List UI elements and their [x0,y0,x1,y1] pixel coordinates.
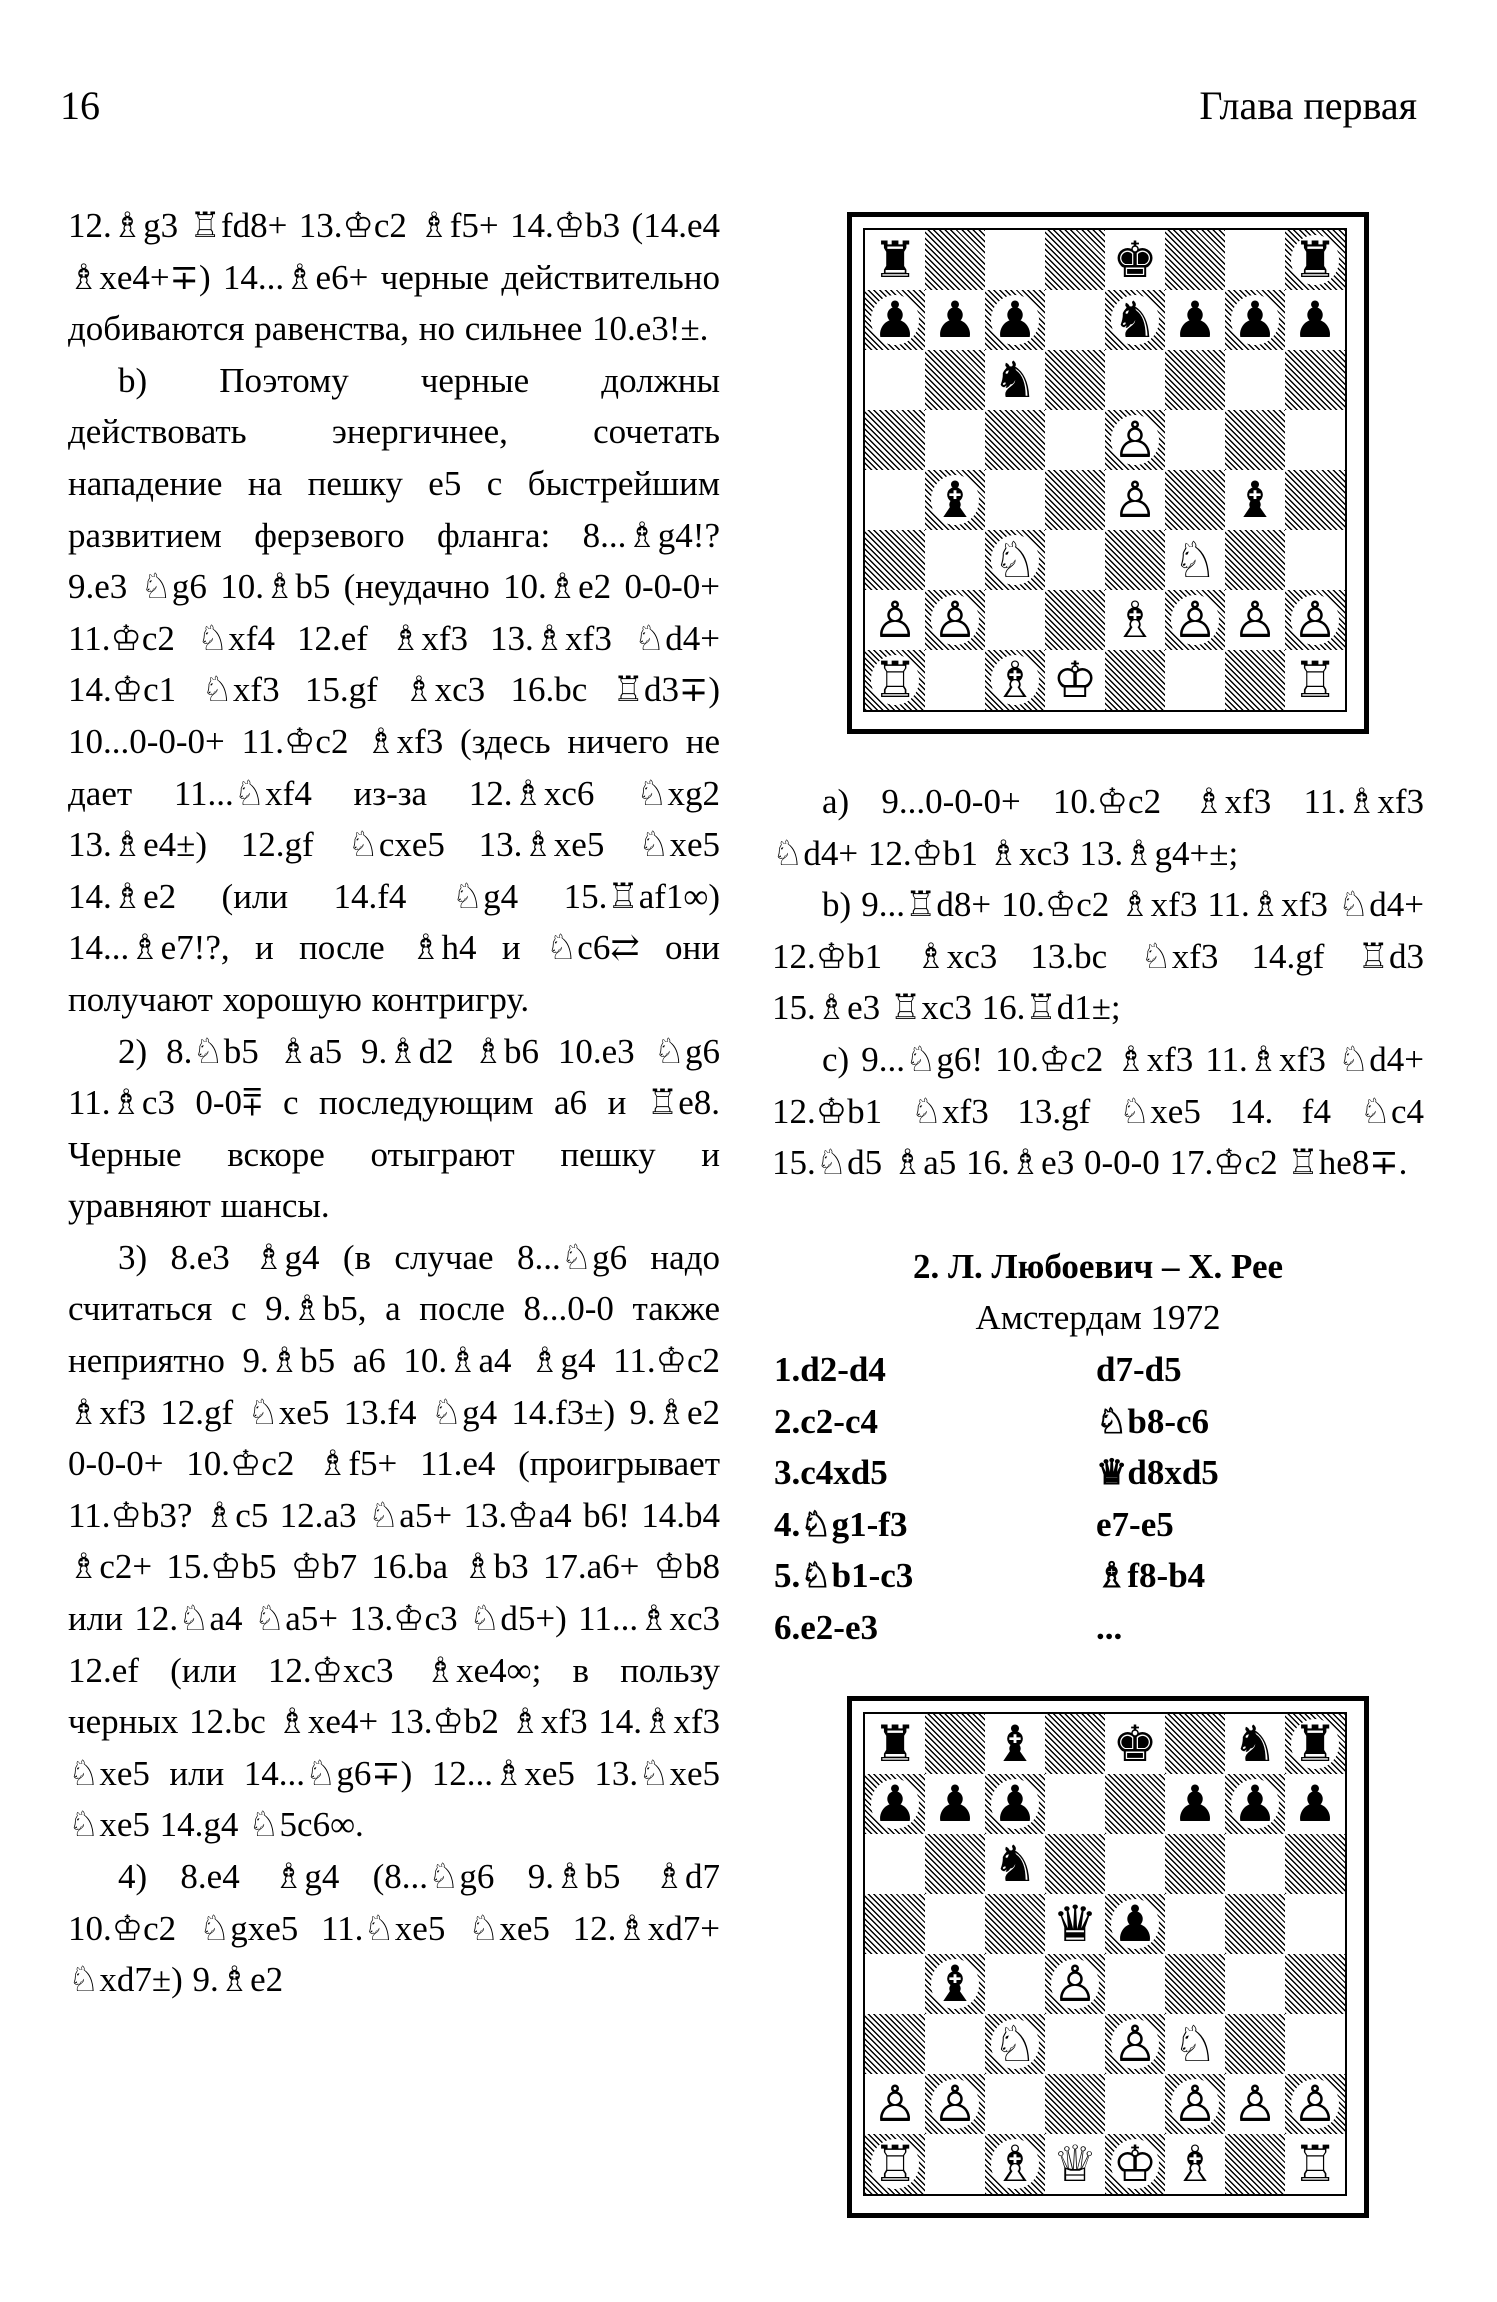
paragraph: 3) 8.e3 ♗g4 (в случае 8...♘g6 надо считаться с 9.♗b5, а после 8...0-0 также неприятно 9.♗b5 a6 10.♗a4 ♗g4 11.♔c2 ♗xf3 12.gf ♘xe5 13.f4 ♘g4 14.f3±) 9.♗e2 0-0-0+ 10.♔c2 ♗f5+ 11.e4 (проигрывает 11.♔b3? ♗c5 12.a3 ♘a5+ 13.♔a4 b6! 14.b4 ♗c2+ 15.♔b5 ♔b7 16.ba ♗b3 17.a6+ ♔b8 или 12.♘a4 ♘a5+ 13.♔c3 ♘d5+) 11...♗xc3 12.ef (или 12.♔xc3 ♗xe4∞; в пользу черных 12.bc ♗xe4+ 13.♔b2 ♗xf3 14.♗xf3 ♘xe5 или 14...♘g6∓) 12...♗xe5 13.♘xe5 ♘xe5 14.g4 ♘5c6∞. [68,1237,720,1845]
dark-square [1045,2074,1105,2134]
move-row [772,1602,1424,1654]
chess-piece-f7 [1165,290,1225,350]
piece-icon: ♗ [1172,2134,1218,2193]
paragraph: 12.♗g3 ♖fd8+ 13.♔c2 ♗f5+ 14.♔b3 (14.e4 ♗xe4+∓) 14...♗e6+ черные действительно добиваются равенства, но сильнее 10.e3!±. [68,206,720,349]
light-square [1045,410,1105,470]
black-move: ♗f8-b4 [1096,1556,1206,1596]
piece-icon: ♞ [1232,1714,1278,1773]
chess-piece-g2 [1225,590,1285,650]
chess-piece-c8 [985,1714,1045,1774]
chess-diagram [847,212,1369,734]
piece-icon: ♔ [1112,2134,1158,2193]
piece-icon: ♟ [1172,291,1218,349]
light-square [985,2074,1045,2134]
piece-icon: ♞ [1112,291,1158,349]
piece-icon: ♞ [992,351,1038,409]
dark-square [1165,350,1225,410]
light-square [1285,1894,1345,1954]
chess-piece-h8 [1285,1714,1345,1774]
chess-piece-e1 [1105,2134,1165,2194]
chess-piece-g8 [1225,1714,1285,1774]
move-row [772,1344,1424,1396]
piece-icon: ♚ [1112,231,1158,289]
chess-piece-b4 [925,470,985,530]
game-title: 2. Л. Любоевич – Х. Рее [912,1246,1284,1286]
piece-icon: ♖ [1292,2134,1338,2193]
chess-piece-g7 [1225,1774,1285,1834]
piece-icon: ♖ [872,651,918,709]
chess-piece-a1 [865,2134,925,2194]
paragraph: 4) 8.e4 ♗g4 (8...♘g6 9.♗b5 ♗d7 10.♔c2 ♘gxe5 11.♘xe5 ♘xe5 12.♗xd7+ ♘xd7±) 9.♗e2 [68,1857,720,2000]
chess-piece-a2 [865,2074,925,2134]
chess-piece-h2 [1285,2074,1345,2134]
piece-icon: ♙ [1112,2014,1158,2073]
dark-square [925,1714,985,1774]
light-square [865,1834,925,1894]
light-square [985,470,1045,530]
piece-icon: ♙ [1232,2074,1278,2133]
chess-piece-c7 [985,1774,1045,1834]
piece-icon: ♗ [992,2134,1038,2193]
white-move: 3.c4xd5 [774,1453,888,1493]
piece-icon: ♜ [1292,231,1338,289]
light-square [985,1954,1045,2014]
chess-piece-e8 [1105,230,1165,290]
piece-icon: ♟ [1112,1894,1158,1953]
light-square [1225,1954,1285,2014]
chess-piece-c1 [985,2134,1045,2194]
dark-square [1045,350,1105,410]
chess-piece-f7 [1165,1774,1225,1834]
chess-piece-f3 [1165,2014,1225,2074]
page-number: 16 [60,83,100,128]
chess-piece-g2 [1225,2074,1285,2134]
paragraph: c) 9...♘g6! 10.♔c2 ♗xf3 11.♗xf3 ♘d4+ 12.♔b1 ♘xf3 13.gf ♘xe5 14. f4 ♘c4 15.♘d5 ♗a5 16.♗e3 0-0-0 17.♔c2 ♖he8∓. [772,1039,1424,1183]
piece-icon: ♟ [1292,1774,1338,1833]
chess-piece-c1 [985,650,1045,710]
dark-square [1285,1834,1345,1894]
light-square [1225,350,1285,410]
chess-piece-h7 [1285,290,1345,350]
dark-square [1225,410,1285,470]
piece-icon: ♙ [1112,471,1158,529]
piece-icon: ♖ [872,2134,918,2193]
chess-piece-f3 [1165,530,1225,590]
dark-square [1045,230,1105,290]
piece-icon: ♙ [1292,591,1338,649]
dark-square [1285,350,1345,410]
light-square [865,1954,925,2014]
dark-square [1225,2014,1285,2074]
chess-piece-f1 [1165,2134,1225,2194]
piece-icon: ♝ [932,1954,978,2013]
dark-square [1105,650,1165,710]
dark-square [1165,470,1225,530]
piece-icon: ♕ [1052,2134,1098,2193]
dark-square [1165,1954,1225,2014]
chess-piece-a1 [865,650,925,710]
light-square [925,1894,985,1954]
black-move: d7-d5 [1096,1349,1182,1389]
light-square [1285,410,1345,470]
piece-icon: ♙ [932,2074,978,2133]
light-square [1045,1774,1105,1834]
piece-icon: ♟ [932,291,978,349]
chess-piece-h1 [1285,2134,1345,2194]
piece-icon: ♙ [1172,2074,1218,2133]
light-square [925,650,985,710]
piece-icon: ♟ [992,291,1038,349]
dark-square [925,1834,985,1894]
dark-square [1165,230,1225,290]
paragraph: a) 9...0-0-0+ 10.♔c2 ♗xf3 11.♗xf3 ♘d4+ 12.♔b1 ♗xc3 13.♗g4+±; [772,782,1424,873]
light-square [1225,230,1285,290]
chess-piece-e5 [1105,410,1165,470]
chess-piece-f2 [1165,590,1225,650]
chess-piece-f2 [1165,2074,1225,2134]
chess-piece-e2 [1105,590,1165,650]
chess-piece-e5 [1105,1894,1165,1954]
chess-piece-e8 [1105,1714,1165,1774]
piece-icon: ♟ [1172,1774,1218,1833]
piece-icon: ♔ [1052,651,1098,709]
piece-icon: ♞ [992,1834,1038,1893]
move-list [772,1344,1424,1654]
white-move: 4.♘g1-f3 [774,1504,908,1544]
light-square [985,590,1045,650]
light-square [985,230,1045,290]
chess-piece-b2 [925,590,985,650]
dark-square [865,530,925,590]
piece-icon: ♙ [872,591,918,649]
right-column [772,200,1424,2218]
chess-piece-c6 [985,1834,1045,1894]
piece-icon: ♙ [1112,411,1158,469]
chapter-title: Глава первая [1199,83,1417,128]
piece-icon: ♗ [992,651,1038,709]
light-square [1045,530,1105,590]
chess-piece-b2 [925,2074,985,2134]
piece-icon: ♟ [872,291,918,349]
left-column [68,200,720,2006]
light-square [1105,1834,1165,1894]
dark-square [1225,2134,1285,2194]
light-square [865,470,925,530]
chess-piece-e4 [1105,470,1165,530]
light-square [1165,1894,1225,1954]
light-square [1165,410,1225,470]
piece-icon: ♝ [992,1714,1038,1773]
piece-icon: ♘ [1172,531,1218,589]
piece-icon: ♜ [872,1714,918,1773]
move-row [772,1499,1424,1551]
move-row [772,1396,1424,1448]
chess-piece-b4 [925,1954,985,2014]
chess-piece-b7 [925,290,985,350]
piece-icon: ♟ [1292,291,1338,349]
piece-icon: ♟ [872,1774,918,1833]
chess-piece-h8 [1285,230,1345,290]
piece-icon: ♘ [992,2014,1038,2073]
piece-icon: ♙ [1292,2074,1338,2133]
piece-icon: ♜ [872,231,918,289]
chess-piece-a8 [865,1714,925,1774]
chess-piece-a7 [865,1774,925,1834]
piece-icon: ♗ [1112,591,1158,649]
piece-icon: ♖ [1292,651,1338,709]
chess-piece-c3 [985,2014,1045,2074]
piece-icon: ♘ [992,531,1038,589]
move-row [772,1447,1424,1499]
dark-square [865,410,925,470]
light-square [1105,350,1165,410]
chess-piece-c6 [985,350,1045,410]
light-square [1045,290,1105,350]
white-move: 1.d2-d4 [774,1349,886,1389]
piece-icon: ♙ [1232,591,1278,649]
dark-square [1285,470,1345,530]
chess-piece-h7 [1285,1774,1345,1834]
piece-icon: ♙ [1052,1954,1098,2013]
board-grid [863,1712,1347,2196]
dark-square [925,350,985,410]
black-move: ♛d8xd5 [1096,1453,1219,1493]
piece-icon: ♙ [872,2074,918,2133]
dark-square [925,230,985,290]
piece-icon: ♟ [1232,1774,1278,1833]
move-row [772,1550,1424,1602]
chess-piece-c3 [985,530,1045,590]
light-square [1105,1954,1165,2014]
chess-piece-a2 [865,590,925,650]
game-event: Амстердам 1972 [975,1298,1221,1338]
piece-icon: ♝ [1232,471,1278,529]
dark-square [1225,530,1285,590]
piece-icon: ♜ [1292,1714,1338,1773]
white-move: 6.e2-e3 [774,1607,878,1647]
paragraph: 2) 8.♘b5 ♗a5 9.♗d2 ♗b6 10.e3 ♘g6 11.♗c3 0-0⩱ с последующим a6 и ♖e8. Черные вскоре отыграют пешку и уравняют шансы. [68,1031,720,1226]
paragraph: b) Поэтому черные должны действовать энергичнее, сочетать нападение на пешку e5 с быстрейшим развитием ферзевого фланга: 8...♗g4!? 9.e3 ♘g6 10.♗b5 (неудачно 10.♗e2 0-0-0+ 11.♔c2 ♘xf4 12.ef ♗xf3 13.♗xf3 ♘d4+ 14.♔c1 ♘xf3 15.gf ♗xc3 16.bc ♖d3∓) 10...0-0-0+ 11.♔c2 ♗xf3 (здесь ничего не дает 11...♘xf4 из-за 12.♗xc6 ♘xg2 13.♗e4±) 12.gf ♘cxe5 13.♗xe5 ♘xe5 14.♗e2 (или 14.f4 ♘g4 15.♖af1∞) 14...♗e7!?, и после ♗h4 и ♘c6⇄ они получают хорошую контригру. [68,360,720,1019]
light-square [1225,1834,1285,1894]
dark-square [1045,1834,1105,1894]
dark-square [1285,1954,1345,2014]
dark-square [1045,470,1105,530]
chess-piece-e7 [1105,290,1165,350]
chess-piece-d5 [1045,1894,1105,1954]
chess-piece-h1 [1285,650,1345,710]
piece-icon: ♝ [932,471,978,529]
dark-square [985,1894,1045,1954]
black-move: ... [1096,1607,1123,1647]
chess-piece-d1 [1045,2134,1105,2194]
light-square [865,350,925,410]
chess-piece-e3 [1105,2014,1165,2074]
chess-piece-d1 [1045,650,1105,710]
light-square [1105,2074,1165,2134]
chess-piece-g4 [1225,470,1285,530]
light-square [1285,530,1345,590]
dark-square [1045,1714,1105,1774]
black-move: ♘b8-c6 [1096,1401,1210,1441]
light-square [1165,650,1225,710]
black-move: e7-e5 [1096,1504,1174,1544]
white-move: 5.♘b1-c3 [774,1556,914,1596]
chess-piece-a8 [865,230,925,290]
piece-icon: ♟ [992,1774,1038,1833]
dark-square [1105,530,1165,590]
light-square [925,410,985,470]
dark-square [865,1894,925,1954]
light-square [1045,2014,1105,2074]
chess-diagram [847,1696,1369,2218]
dark-square [1165,1834,1225,1894]
board-grid [863,228,1347,712]
piece-icon: ♙ [1172,591,1218,649]
chess-piece-c7 [985,290,1045,350]
chess-piece-b7 [925,1774,985,1834]
paragraph: b) 9...♖d8+ 10.♔c2 ♗xf3 11.♗xf3 ♘d4+ 12.♔b1 ♗xc3 13.bc ♘xf3 14.gf ♖d3 15.♗e3 ♖xc3 16.♖d1±; [772,885,1424,1028]
piece-icon: ♚ [1112,1714,1158,1773]
light-square [925,530,985,590]
light-square [925,2134,985,2194]
light-square [1285,2014,1345,2074]
dark-square [1225,1894,1285,1954]
chess-piece-a7 [865,290,925,350]
piece-icon: ♛ [1052,1894,1098,1953]
piece-icon: ♙ [932,591,978,649]
chess-piece-g7 [1225,290,1285,350]
dark-square [1165,1714,1225,1774]
dark-square [985,410,1045,470]
white-move: 2.c2-c4 [774,1401,878,1441]
piece-icon: ♘ [1172,2014,1218,2073]
dark-square [1225,650,1285,710]
light-square [925,2014,985,2074]
chess-piece-h2 [1285,590,1345,650]
dark-square [1045,590,1105,650]
piece-icon: ♟ [932,1774,978,1833]
chess-piece-d4 [1045,1954,1105,2014]
dark-square [865,2014,925,2074]
piece-icon: ♟ [1232,291,1278,349]
dark-square [1105,1774,1165,1834]
